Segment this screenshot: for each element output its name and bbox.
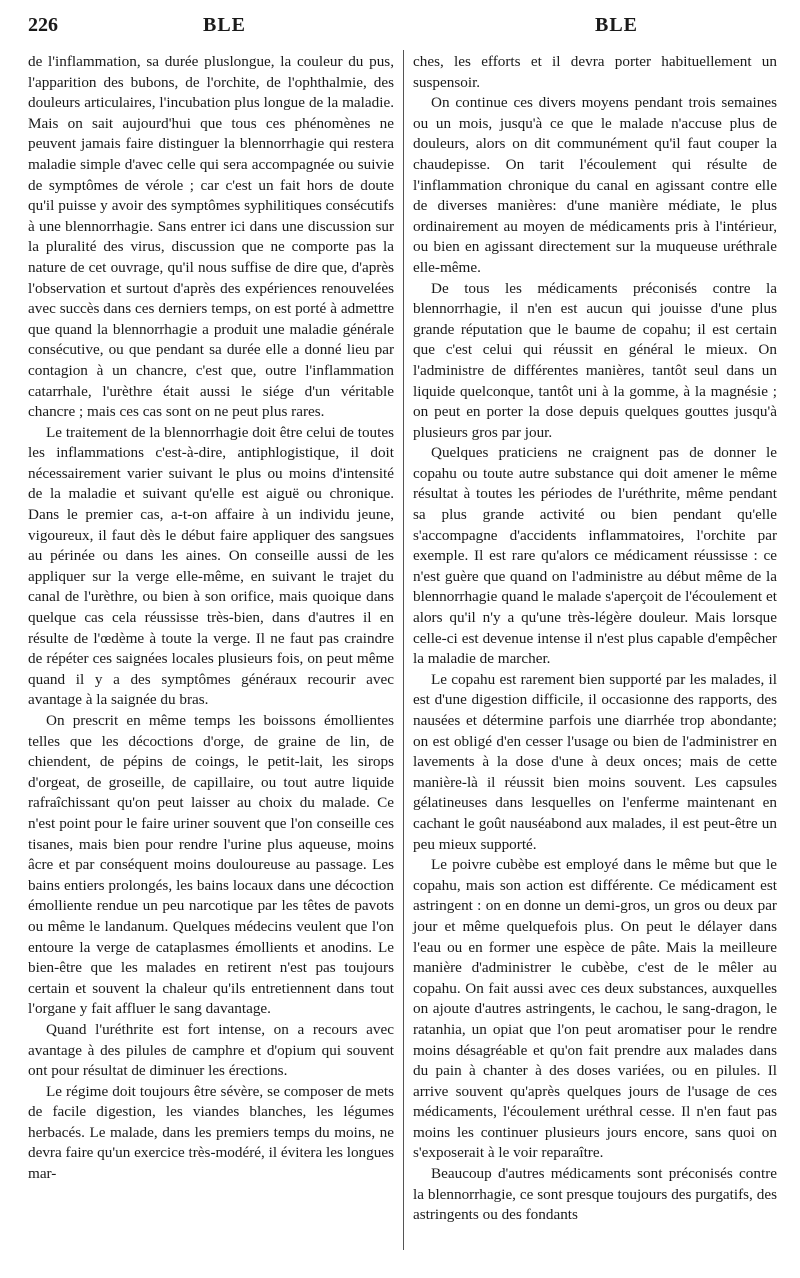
paragraph: De tous les médicaments préconisés contre la blennorrhagie, il n'en est aucun qui jouisse d'une plus grande réputation que le baume de copahu; il est certain que c'est celui qui réussit en général le mieux. On l'administre de différentes manières, tantôt seul dans un liquide quelconque, tantôt uni à la gomme, à la magnésie ; on peut en porter la dose depuis quelques gouttes jusqu'à plusieurs gros par jour. [413, 279, 777, 441]
paragraph: Le régime doit toujours être sévère, se composer de mets de facile digestion, les viandes blanches, les légumes herbacés. Le malade, dans les premiers temps du moins, ne devra faire qu'un exercice très-modéré, il évitera les longues mar- [28, 1082, 394, 1183]
running-head-left: BLE [203, 14, 247, 36]
paragraph: de l'inflammation, sa durée pluslongue, la couleur du pus, l'apparition des bubons, de l'orchite, de l'ophthalmie, des douleurs articulaires, l'incubation plus longue de la maladie. Mais on sait aujourd'hui que tous ces phénomènes ne peuvent jamais faire distinguer la blennorrhagie qui restera maladie simple d'avec celle qui sera accompagnée ou suivie de symptômes de vérole ; car c'est un fait hors de doute qu'il puisse y avoir des symptômes syphilitiques consécutifs à une blennorrhagie. Sans entrer ici dans une discussion sur la pluralité des virus, discussion que ne comporte pas la nature de cet ouvrage, qu'il nous suffise de dire que, d'après l'observation et surtout d'après des expériences renouvelées avec succès dans ces derniers temps, on est porté à admettre que quand la blennorrhagie a produit une maladie générale consécutive, ou que pendant sa durée elle a donné lieu par contagion à un chancre, c'est que, outre l'inflammation catarrhale, l'urèthre était aussi le siége d'un véritable chancre ; mais ces cas sont on ne peut plus rares. [28, 53, 394, 421]
paragraph: On prescrit en même temps les boissons émollientes telles que les décoctions d'orge, de graine de lin, de chiendent, de pépins de coings, le petit-lait, les sirops d'orgeat, de groseille, de capillaire, ou tout autre liquide rafraîchissant qu'on peut laisser au choix du malade. Ce n'est point pour le faire uriner souvent que l'on conseille ces tisanes, mais bien pour rendre l'urine plus aqueuse, moins âcre et par conséquent moins douloureuse au passage. Les bains entiers prolongés, les bains locaux dans une décoction émolliente rendue un peu narcotique par les têtes de pavots ou même le landanum. Quelques médecins veulent que l'on entoure la verge de cataplasmes émollients et anodins. Le bien-être que les malades en retirent n'est pas toujours certain et souvent la chaleur qu'ils entretiennent dans tout l'organe y fait affluer le sang davantage. [28, 712, 394, 1018]
paragraph: Le traitement de la blennorrhagie doit être celui de toutes les inflammations c'est-à-dire, antiphlogistique, il doit nécessairement varier suivant le plus ou moins d'intensité de la maladie et suivant qu'elle est aiguë ou chronique. Dans le premier cas, a-t-on affaire à un individu jeune, vigoureux, il faut dès le début faire appliquer des sangsues au périnée ou dans les aines. On conseille aussi de les appliquer sur la verge elle-même, en suivant le trajet du canal de l'urèthre, ou bien à son orifice, mais quoique dans quelque cas cela réussisse très-bien, dans d'autres il en résulte de l'œdème à toute la verge. Il ne faut pas craindre de répéter ces saignées locales plusieurs fois, on peut même quand il y a des symptômes généraux recourir avec avantage à la saignée du bras. [28, 423, 394, 709]
paragraph: On continue ces divers moyens pendant trois semaines ou un mois, jusqu'à ce que le malade n'accuse plus de douleurs, alors on dit communément qu'il faut couper la chaudepisse. On tarit l'écoulement qui résulte de l'inflammation chronique du canal en agissant contre elle de diverses manières: d'une manière médiate, le plus ordinairement au moyen de médicaments pris à l'intérieur, ou bien en agissant directement sur la muqueuse uréthrale elle-même. [413, 94, 777, 276]
paragraph: Le copahu est rarement bien supporté par les malades, il est d'une digestion difficile, il occasionne des rapports, des nausées et détermine parfois une diarrhée trop abondante; on est obligé d'en cesser l'usage ou bien de l'administrer en lavements à la dose d'une à deux onces; mais de cette manière-là il réussit bien moins souvent. Les capsules gélatineuses dans lesquelles on l'enferme maintenant en cachant le goût nauséabond aux malades, il est peut-être un peu mieux supporté. [413, 670, 777, 853]
running-head-right: BLE [595, 14, 639, 36]
paragraph: Quand l'uréthrite est fort intense, on a recours avec avantage à des pilules de camphre et d'opium qui souvent ont pour résultat de diminuer les érections. [28, 1020, 394, 1080]
page-number: 226 [28, 14, 58, 36]
right-column [413, 52, 777, 1226]
left-column [28, 52, 394, 1185]
paragraph: ches, les efforts et il devra porter habituellement un suspensoir. [413, 53, 777, 91]
page-header [28, 4, 778, 44]
paragraph: Le poivre cubèbe est employé dans le même but que le copahu, mais son action est différente. Ce médicament est astringent : on en donne un demi-gros, un gros ou deux par jour et même quelquefois plus. On peut le délayer dans l'eau ou en former une espèce de pâte. Mais la meilleure manière d'administrer le cubèbe, c'est de le mêler au copahu. On fait aussi avec ces deux substances, auxquelles on ajoute d'autres astringents, le cachou, le sang-dragon, le ratanhia, un opiat que l'on peut aromatiser pour le rendre moins désagréable et qu'on fait prendre aux malades dans du pain à chanter à des doses variées, ou en pilules. Il arrive souvent qu'après quelques jours de l'usage de ces médicaments, l'écoulement uréthral cesse. Il n'en faut pas moins les continuer plusieurs jours encore, sans quoi on s'exposerait à le voir reparaître. [413, 856, 777, 1162]
column-divider [403, 50, 404, 1250]
paragraph: Quelques praticiens ne craignent pas de donner le copahu ou toute autre substance qui doit amener le même résultat à toutes les périodes de l'uréthrite, même pendant sa plus grande activité ou bien pendant qu'elle s'accompagne d'accidents inflammatoires, l'orchite par exemple. Il est rare qu'alors ce médicament réussisse : ce n'est guère que quand on l'administre au début même de la blennorrhagie quand le malade s'aperçoit de l'écoulement et alors qu'il n'y a qu'une très-légère douleur. Mais lorsque celle-ci est devenue intense il n'est plus capable d'empêcher la maladie de marcher. [413, 444, 777, 668]
paragraph: Beaucoup d'autres médicaments sont préconisés contre la blennorrhagie, ce sont presque toujours des purgatifs, des astringents ou des fondants [413, 1165, 777, 1224]
